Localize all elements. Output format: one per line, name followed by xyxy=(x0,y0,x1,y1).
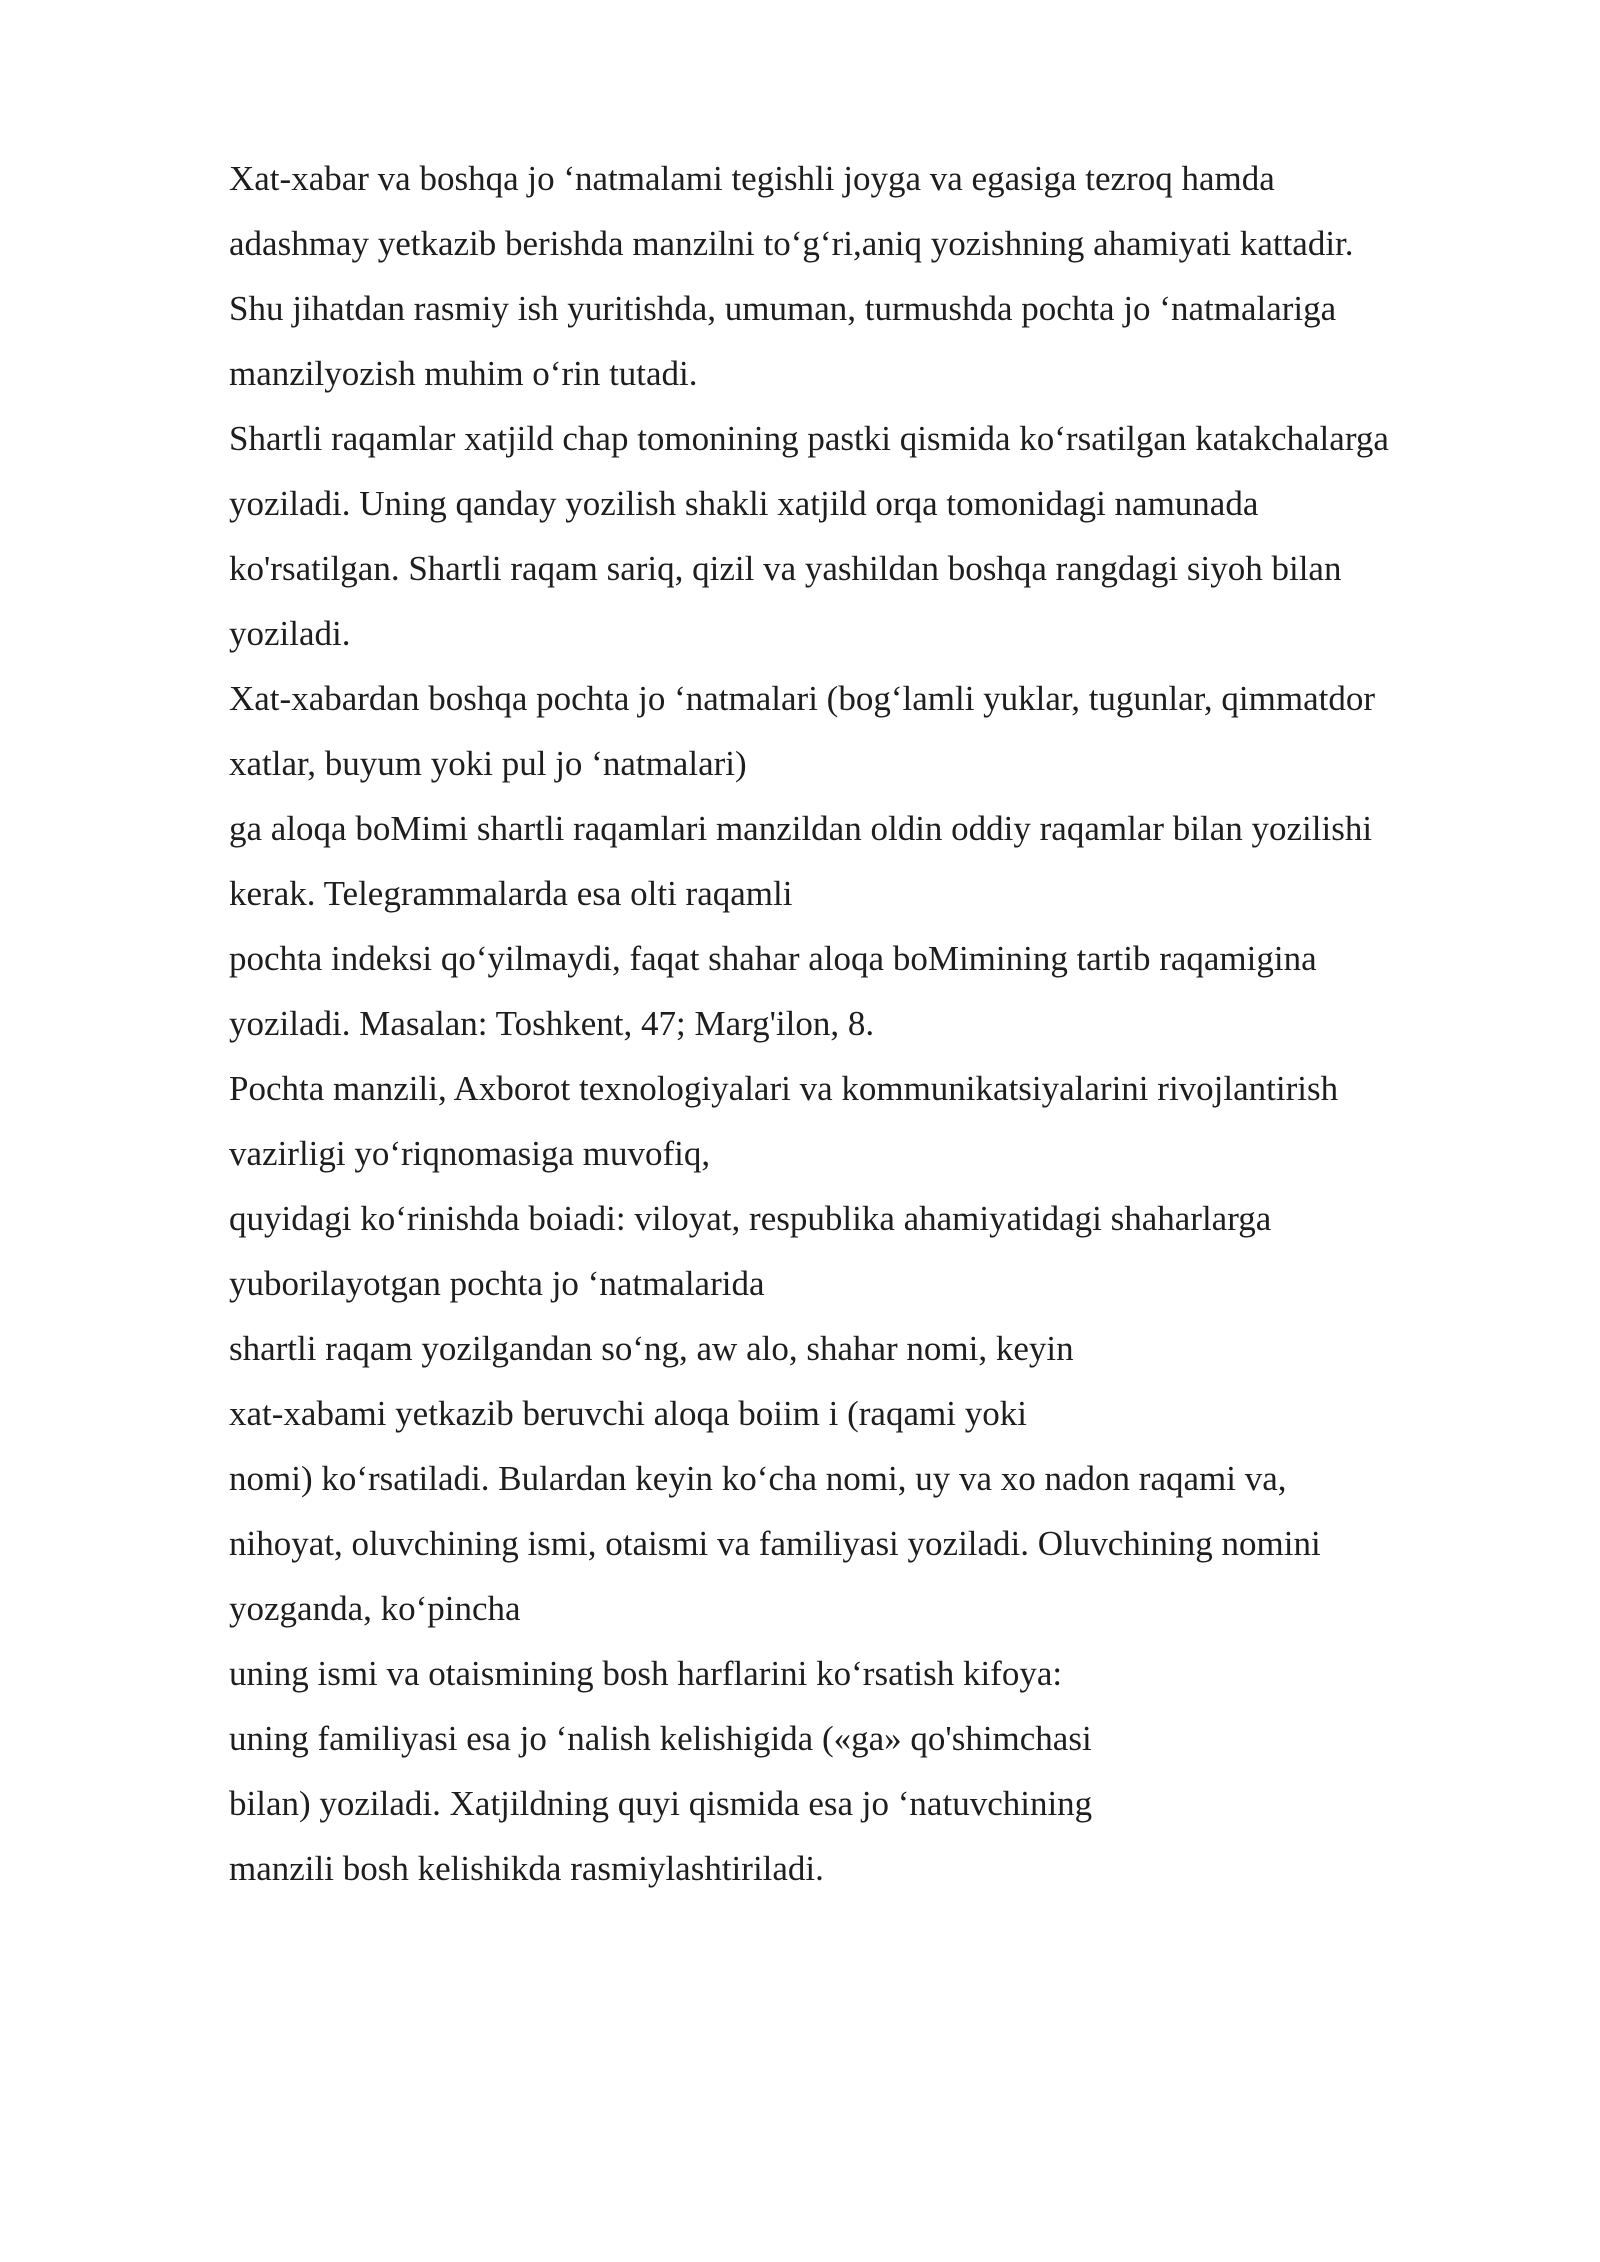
text-line: yuborilayotgan pochta jo ‘natmalarida xyxy=(229,1264,765,1303)
text-line: adashmay yetkazib berishda manzilni to‘g‘ri,aniq yozishning ahamiyati kattadir. xyxy=(229,224,1354,263)
text-line: Xat-xabar va boshqa jo ‘natmalami tegishli joyga va egasiga tezroq hamda xyxy=(229,159,1275,198)
text-line: shartli raqam yozilgandan so‘ng, aw alo, shahar nomi, keyin xyxy=(229,1329,1074,1368)
text-line: Xat-xabardan boshqa pochta jo ‘natmalari (bog‘lamli yuklar, tugunlar, qimmatdor xyxy=(229,679,1376,718)
text-line: pochta indeksi qo‘yilmaydi, faqat shahar aloqa boMimining tartib raqamigina xyxy=(229,939,1317,978)
text-line: bilan) yoziladi. Xatjildning quyi qismida esa jo ‘natuvchining xyxy=(229,1784,1093,1823)
text-line: quyidagi ko‘rinishda boiadi: viloyat, respublika ahamiyatidagi shaharlarga xyxy=(229,1199,1272,1238)
text-line: kerak. Telegrammalarda esa olti raqamli xyxy=(229,874,793,913)
text-line: yozganda, ko‘pincha xyxy=(229,1589,521,1628)
text-line: ga aloqa boMimi shartli raqamlari manzildan oldin oddiy raqamlar bilan yozilishi xyxy=(229,809,1373,848)
text-line: xat-xabami yetkazib beruvchi aloqa boiim i (raqami yoki xyxy=(229,1394,1027,1433)
text-line: yoziladi. Masalan: Toshkent, 47; Marg'ilon, 8. xyxy=(229,1004,875,1043)
text-line: yoziladi. Uning qanday yozilish shakli xatjild orqa tomonidagi namunada xyxy=(229,484,1259,523)
text-line: manzili bosh kelishikda rasmiylashtiriladi. xyxy=(229,1849,824,1888)
text-line: uning familiyasi esa jo ‘nalish kelishigida («ga» qo'shimchasi xyxy=(229,1719,1092,1758)
text-line: xatlar, buyum yoki pul jo ‘natmalari) xyxy=(229,744,747,783)
text-line: Shu jihatdan rasmiy ish yuritishda, umuman, turmushda pochta jo ‘natmalariga xyxy=(229,289,1337,328)
text-line: uning ismi va otaismining bosh harflarini ko‘rsatish kifoya: xyxy=(229,1654,1063,1693)
text-line: yoziladi. xyxy=(229,614,351,653)
text-line: manzilyozish muhim o‘rin tutadi. xyxy=(229,354,698,393)
text-line: vazirligi yo‘riqnomasiga muvofiq, xyxy=(229,1134,711,1173)
text-line: Shartli raqamlar xatjild chap tomonining pastki qismida ko‘rsatilgan katakchalarga xyxy=(229,419,1389,458)
text-line: Pochta manzili, Axborot texnologiyalari va kommunikatsiyalarini rivojlantirish xyxy=(229,1069,1339,1108)
body-text xyxy=(229,146,1529,1901)
text-line: nihoyat, oluvchining ismi, otaismi va familiyasi yoziladi. Oluvchining nomini xyxy=(229,1524,1321,1563)
text-line: nomi) ko‘rsatiladi. Bulardan keyin ko‘cha nomi, uy va xo nadon raqami va, xyxy=(229,1459,1287,1498)
text-line: ko'rsatilgan. Shartli raqam sariq, qizil va yashildan boshqa rangdagi siyoh bilan xyxy=(229,549,1342,588)
